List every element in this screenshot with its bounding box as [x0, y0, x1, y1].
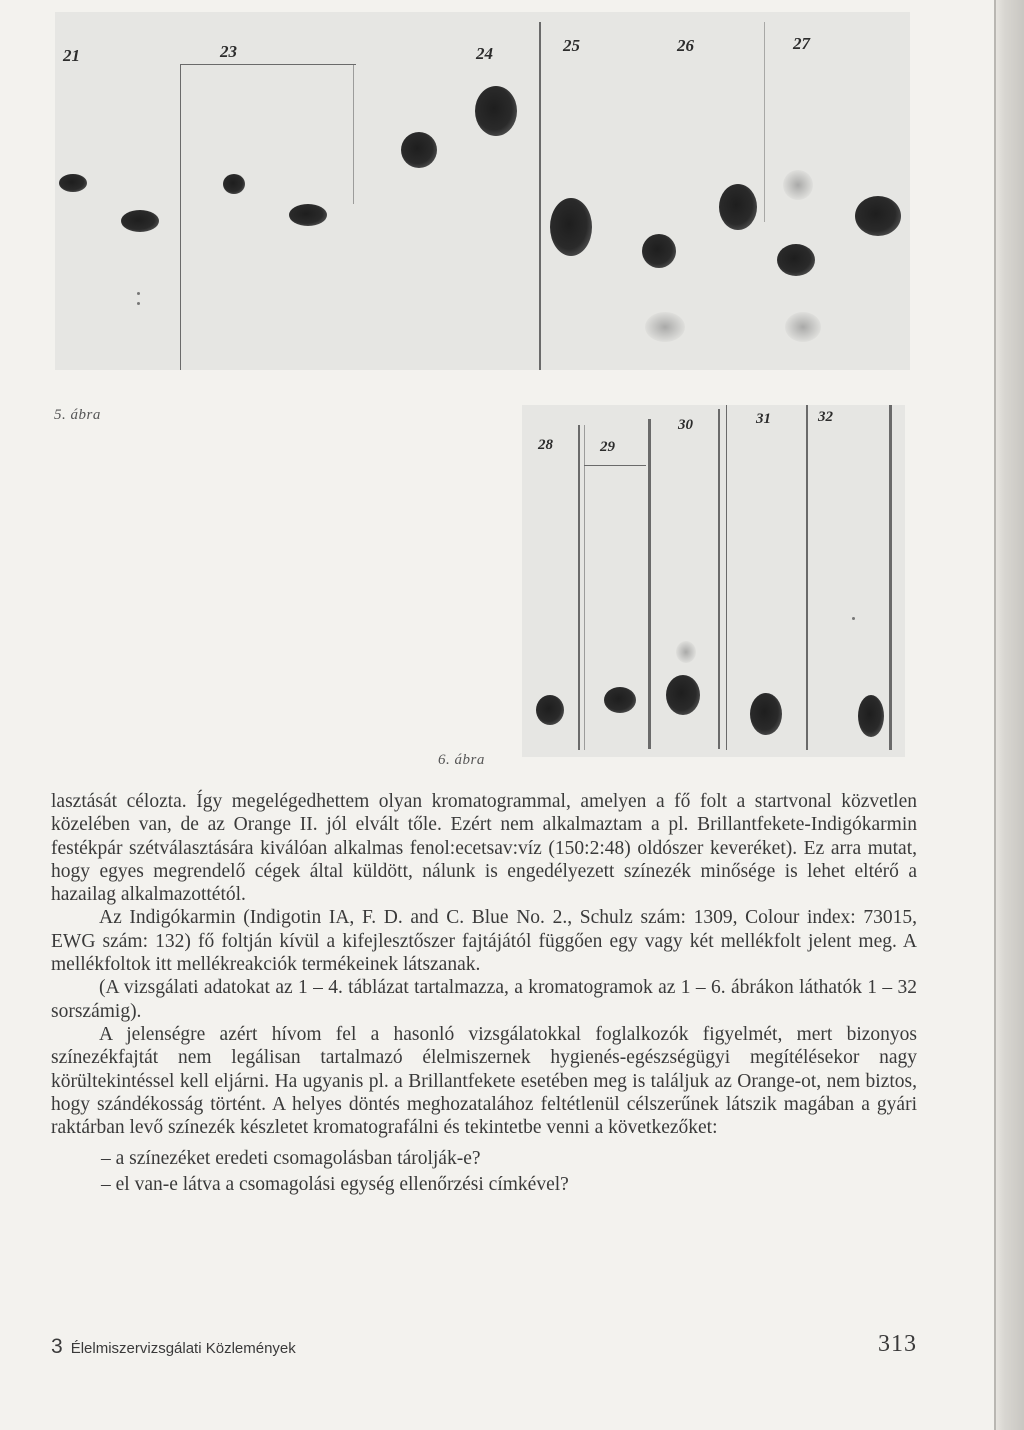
chromatogram-spot [719, 184, 757, 230]
lane-label: 23 [220, 42, 237, 61]
figure-caption: 6. ábra [438, 752, 485, 768]
chromatogram-spot [121, 210, 159, 232]
chromatogram-spot [855, 196, 901, 236]
lane-label: 27 [793, 34, 810, 53]
lane-divider [180, 64, 356, 65]
lane-divider [764, 22, 765, 222]
faint-spot [783, 170, 813, 200]
paragraph: (A vizsgálati adatokat az 1 – 4. táblázat tartalmazza, a kromatogramok az 1 – 6. ábrákon láthatók 1 – 32 sorszámig). [51, 977, 917, 1022]
start-point [137, 292, 140, 295]
chromatogram-spot [550, 198, 592, 256]
lane-label: 29 [600, 439, 615, 455]
lane-divider [584, 425, 585, 750]
lane-label: 28 [538, 437, 553, 453]
lane-label: 24 [476, 44, 493, 63]
chromatogram-spot [642, 234, 676, 268]
paragraph: lasztását célozta. Így megelégedhettem olyan kromatogrammal, amelyen a fő folt a startvonal közvetlen közelében van, de az Orange II. jól elvált tőle. Ezért nem alkalmaztam a pl. Brillantfekete-Indigókarmin festékpár szétválasztására kiválóan alkalmas fenol:ecetsav:víz (150:2:48) oldószer keveréket). Ez arra mutat, hogy egyes megrendelő cégek által küldött, nálunk is engedélyezett színezék minősége is lehet eltérő a hazailag alkalmazottétól. [51, 791, 917, 906]
start-point [137, 302, 140, 305]
chromatogram-spot [59, 174, 87, 192]
chromatogram-figure-5 [55, 12, 910, 370]
lane-label: 21 [63, 46, 80, 65]
list-item: – el van-e látva a csomagolási egység ellenőrzési címkével? [101, 1173, 569, 1195]
article-body [51, 790, 917, 1196]
page-number: 313 [878, 1331, 917, 1357]
issue-number: 3 [51, 1335, 63, 1358]
chromatogram-figure-6 [522, 405, 905, 757]
lane-label: 31 [756, 411, 771, 427]
chromatogram-spot [777, 244, 815, 276]
paragraph: Az Indigókarmin (Indigotin IA, F. D. and C. Blue No. 2., Schulz szám: 1309, Colour index: 73015, EWG szám: 132) fő foltján kívül a kifejlesztőszer fajtájától függően egy vagy két mellékfolt jelent meg. A mellékfoltok itt mellékreakciók termékeinek látszanak. [51, 907, 917, 976]
lane-divider [539, 22, 541, 370]
lane-label: 25 [563, 36, 580, 55]
faint-spot [785, 312, 821, 342]
page-edge [994, 0, 1024, 1430]
page-edge-line [994, 0, 996, 1430]
faint-spot [645, 312, 685, 342]
lane-divider [180, 64, 181, 370]
chromatogram-spot [858, 695, 884, 737]
faint-spot [676, 641, 696, 663]
figure-caption: 5. ábra [54, 407, 101, 423]
lane-divider [584, 465, 646, 466]
lane-label: 26 [677, 36, 694, 55]
chromatogram-spot [475, 86, 517, 136]
lane-divider [718, 409, 720, 749]
lane-label: 32 [818, 409, 833, 425]
lane-divider [648, 419, 651, 749]
chromatogram-spot [223, 174, 245, 194]
lane-divider [726, 405, 727, 750]
page-footer [51, 1331, 917, 1365]
lane-divider [578, 425, 580, 750]
chromatogram-spot [666, 675, 700, 715]
list-item: – a színezéket eredeti csomagolásban tárolják-e? [101, 1148, 481, 1170]
paragraph: A jelenségre azért hívom fel a hasonló vizsgálatokkal foglalkozók figyelmét, mert bizonyos színezékfajtát nem legálisan tartalmazó élelmiszernek hygienés-egészségügyi megítélésekor nagy körültekintéssel kell eljárni. Ha ugyanis pl. a Brillantfekete esetében meg is találjuk az Orange-ot, nem biztos, hogy szándékosság történt. A helyes döntés meghozatalához feltétlenül célszerűnek látszik magában a gyári raktárban levő színezék készletet kromatografálni és tekintetbe venni a következőket: [51, 1023, 917, 1139]
chromatogram-spot [289, 204, 327, 226]
chromatogram-spot [604, 687, 636, 713]
journal-reference [51, 1335, 296, 1359]
chromatogram-spot [750, 693, 782, 735]
lane-divider [806, 405, 808, 750]
faint-spot [852, 617, 855, 620]
chromatogram-spot [536, 695, 564, 725]
journal-title: Élelmiszervizsgálati Közlemények [70, 1340, 296, 1357]
lane-divider [889, 405, 892, 750]
lane-label: 30 [678, 417, 693, 433]
lane-divider [353, 64, 354, 204]
chromatogram-spot [401, 132, 437, 168]
